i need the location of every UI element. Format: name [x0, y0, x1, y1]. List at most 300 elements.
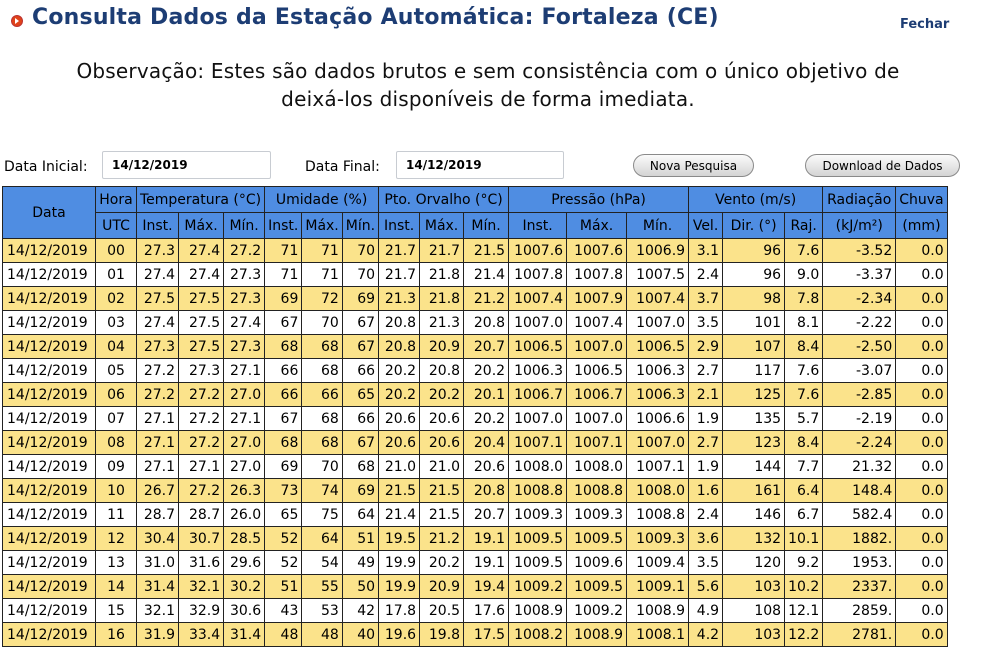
cell-vento-vel: 3.5: [689, 311, 723, 335]
cell-vento-vel: 3.5: [689, 551, 723, 575]
sub-header: Máx.: [302, 213, 342, 239]
cell-vento-raj: 8.4: [785, 335, 823, 359]
cell-umid-inst: 69: [265, 455, 302, 479]
sub-header: Dir. (°): [723, 213, 785, 239]
cell-umid-min: 40: [342, 623, 378, 647]
cell-orv-min: 17.6: [464, 599, 509, 623]
cell-temp-inst: 28.7: [137, 503, 179, 527]
cell-orv-inst: 20.8: [379, 335, 420, 359]
cell-temp-max: 27.5: [179, 287, 224, 311]
cell-vento-dir: 103: [723, 623, 785, 647]
cell-pres-inst: 1006.7: [509, 383, 567, 407]
cell-vento-vel: 5.6: [689, 575, 723, 599]
cell-orv-inst: 19.6: [379, 623, 420, 647]
cell-vento-vel: 4.2: [689, 623, 723, 647]
cell-orv-max: 21.3: [420, 311, 464, 335]
cell-hour: 04: [96, 335, 137, 359]
cell-temp-inst: 27.2: [137, 383, 179, 407]
cell-radiacao: 2337.: [823, 575, 896, 599]
cell-umid-min: 69: [342, 287, 378, 311]
sub-header: Mín.: [464, 213, 509, 239]
cell-umid-min: 70: [342, 263, 378, 287]
cell-orv-inst: 21.7: [379, 239, 420, 263]
table-row: [3, 335, 948, 359]
cell-hour: 05: [96, 359, 137, 383]
cell-umid-inst: 68: [265, 431, 302, 455]
cell-pres-min: 1006.5: [627, 335, 689, 359]
cell-pres-min: 1008.9: [627, 599, 689, 623]
cell-umid-inst: 51: [265, 575, 302, 599]
cell-umid-min: 66: [342, 407, 378, 431]
cell-radiacao: -3.52: [823, 239, 896, 263]
cell-umid-inst: 48: [265, 623, 302, 647]
table-row: [3, 479, 948, 503]
cell-umid-max: 74: [302, 479, 342, 503]
cell-chuva: 0.0: [896, 407, 947, 431]
cell-umid-inst: 68: [265, 335, 302, 359]
cell-orv-inst: 21.3: [379, 287, 420, 311]
cell-pres-min: 1009.1: [627, 575, 689, 599]
cell-umid-max: 70: [302, 455, 342, 479]
cell-umid-min: 69: [342, 479, 378, 503]
cell-orv-max: 20.6: [420, 407, 464, 431]
cell-temp-max: 31.6: [179, 551, 224, 575]
col-orvalho-header: Pto. Orvalho (°C): [379, 187, 509, 213]
cell-temp-max: 27.2: [179, 479, 224, 503]
cell-orv-min: 21.4: [464, 263, 509, 287]
cell-vento-vel: 3.6: [689, 527, 723, 551]
header: [0, 0, 1008, 44]
cell-umid-max: 71: [302, 263, 342, 287]
cell-hour: 13: [96, 551, 137, 575]
cell-umid-min: 65: [342, 383, 378, 407]
notice-line-2: deixá-los disponíveis de forma imediata.: [281, 87, 695, 111]
cell-date: 14/12/2019: [3, 527, 96, 551]
cell-pres-inst: 1007.4: [509, 287, 567, 311]
cell-vento-dir: 117: [723, 359, 785, 383]
sub-header: Inst.: [509, 213, 567, 239]
cell-orv-inst: 21.4: [379, 503, 420, 527]
cell-umid-max: 71: [302, 239, 342, 263]
cell-temp-min: 26.3: [224, 479, 265, 503]
cell-vento-raj: 9.2: [785, 551, 823, 575]
cell-umid-min: 67: [342, 311, 378, 335]
cell-orv-min: 20.2: [464, 407, 509, 431]
cell-umid-max: 75: [302, 503, 342, 527]
cell-umid-min: 42: [342, 599, 378, 623]
cell-pres-min: 1006.3: [627, 383, 689, 407]
cell-umid-max: 66: [302, 383, 342, 407]
cell-vento-vel: 2.9: [689, 335, 723, 359]
cell-vento-dir: 108: [723, 599, 785, 623]
notice-line-1: Observação: Estes são dados brutos e sem consistência com o único objetivo de: [76, 59, 900, 83]
cell-pres-inst: 1009.2: [509, 575, 567, 599]
cell-vento-dir: 123: [723, 431, 785, 455]
cell-radiacao: -2.85: [823, 383, 896, 407]
cell-vento-raj: 7.6: [785, 383, 823, 407]
cell-date: 14/12/2019: [3, 599, 96, 623]
cell-temp-min: 30.6: [224, 599, 265, 623]
cell-pres-inst: 1007.6: [509, 239, 567, 263]
cell-pres-max: 1009.6: [567, 551, 627, 575]
cell-vento-dir: 161: [723, 479, 785, 503]
cell-date: 14/12/2019: [3, 551, 96, 575]
cell-pres-max: 1008.8: [567, 479, 627, 503]
cell-umid-min: 67: [342, 335, 378, 359]
cell-vento-raj: 10.2: [785, 575, 823, 599]
cell-temp-inst: 27.1: [137, 407, 179, 431]
cell-pres-max: 1009.3: [567, 503, 627, 527]
cell-date: 14/12/2019: [3, 503, 96, 527]
cell-temp-min: 29.6: [224, 551, 265, 575]
cell-pres-min: 1007.1: [627, 455, 689, 479]
cell-orv-max: 21.5: [420, 503, 464, 527]
cell-hour: 03: [96, 311, 137, 335]
cell-hour: 10: [96, 479, 137, 503]
cell-orv-min: 20.2: [464, 359, 509, 383]
cell-chuva: 0.0: [896, 383, 947, 407]
cell-umid-inst: 65: [265, 503, 302, 527]
sub-header: UTC: [96, 213, 137, 239]
cell-umid-min: 68: [342, 455, 378, 479]
col-hora-header: Hora: [96, 187, 137, 213]
cell-temp-min: 26.0: [224, 503, 265, 527]
cell-pres-inst: 1009.3: [509, 503, 567, 527]
cell-umid-min: 49: [342, 551, 378, 575]
cell-umid-max: 68: [302, 407, 342, 431]
cell-umid-inst: 71: [265, 263, 302, 287]
cell-vento-vel: 2.4: [689, 263, 723, 287]
cell-temp-min: 27.3: [224, 287, 265, 311]
end-date-input[interactable]: [396, 151, 564, 179]
cell-temp-max: 27.4: [179, 239, 224, 263]
cell-umid-inst: 67: [265, 311, 302, 335]
cell-orv-max: 21.0: [420, 455, 464, 479]
cell-vento-vel: 4.9: [689, 599, 723, 623]
cell-pres-max: 1007.4: [567, 311, 627, 335]
cell-orv-inst: 20.6: [379, 407, 420, 431]
cell-umid-min: 64: [342, 503, 378, 527]
cell-chuva: 0.0: [896, 263, 947, 287]
table-row: [3, 599, 948, 623]
cell-orv-inst: 21.0: [379, 455, 420, 479]
cell-hour: 14: [96, 575, 137, 599]
table-row: [3, 527, 948, 551]
cell-umid-min: 66: [342, 359, 378, 383]
sub-header: Inst.: [137, 213, 179, 239]
cell-umid-max: 54: [302, 551, 342, 575]
cell-pres-min: 1009.3: [627, 527, 689, 551]
cell-pres-min: 1006.3: [627, 359, 689, 383]
cell-orv-inst: 19.9: [379, 575, 420, 599]
cell-umid-min: 70: [342, 239, 378, 263]
notice: [0, 57, 976, 113]
cell-orv-min: 17.5: [464, 623, 509, 647]
cell-pres-min: 1006.9: [627, 239, 689, 263]
cell-temp-max: 32.1: [179, 575, 224, 599]
cell-vento-dir: 107: [723, 335, 785, 359]
table-row: [3, 359, 948, 383]
table-row: [3, 239, 948, 263]
cell-pres-max: 1007.0: [567, 335, 627, 359]
col-umidade-header: Umidade (%): [265, 187, 379, 213]
cell-orv-inst: 21.7: [379, 263, 420, 287]
cell-umid-inst: 73: [265, 479, 302, 503]
cell-vento-raj: 5.7: [785, 407, 823, 431]
cell-chuva: 0.0: [896, 335, 947, 359]
cell-temp-max: 27.2: [179, 383, 224, 407]
cell-umid-min: 67: [342, 431, 378, 455]
cell-pres-max: 1009.5: [567, 527, 627, 551]
cell-radiacao: 148.4: [823, 479, 896, 503]
col-pressao-header: Pressão (hPa): [509, 187, 689, 213]
cell-orv-max: 19.8: [420, 623, 464, 647]
sub-header: Inst.: [379, 213, 420, 239]
cell-umid-max: 55: [302, 575, 342, 599]
cell-vento-raj: 6.7: [785, 503, 823, 527]
cell-vento-dir: 120: [723, 551, 785, 575]
table-row: [3, 503, 948, 527]
table-row: [3, 263, 948, 287]
cell-chuva: 0.0: [896, 575, 947, 599]
close-link[interactable]: Fechar: [900, 17, 950, 32]
col-radiacao-header: Radiação: [823, 187, 896, 213]
cell-umid-inst: 66: [265, 359, 302, 383]
cell-chuva: 0.0: [896, 527, 947, 551]
cell-orv-max: 20.9: [420, 575, 464, 599]
cell-vento-dir: 144: [723, 455, 785, 479]
cell-hour: 07: [96, 407, 137, 431]
cell-chuva: 0.0: [896, 239, 947, 263]
cell-temp-min: 27.0: [224, 431, 265, 455]
cell-orv-max: 20.2: [420, 383, 464, 407]
cell-radiacao: -2.22: [823, 311, 896, 335]
cell-temp-min: 30.2: [224, 575, 265, 599]
cell-vento-vel: 1.6: [689, 479, 723, 503]
cell-vento-vel: 2.7: [689, 359, 723, 383]
cell-pres-inst: 1008.8: [509, 479, 567, 503]
cell-temp-inst: 31.0: [137, 551, 179, 575]
sub-header: Máx.: [420, 213, 464, 239]
cell-temp-min: 27.2: [224, 239, 265, 263]
cell-pres-inst: 1007.8: [509, 263, 567, 287]
cell-chuva: 0.0: [896, 455, 947, 479]
cell-pres-inst: 1008.0: [509, 455, 567, 479]
cell-umid-inst: 71: [265, 239, 302, 263]
cell-orv-max: 21.7: [420, 239, 464, 263]
cell-orv-inst: 19.5: [379, 527, 420, 551]
cell-orv-inst: 20.8: [379, 311, 420, 335]
cell-vento-dir: 96: [723, 263, 785, 287]
cell-pres-min: 1008.0: [627, 479, 689, 503]
cell-vento-vel: 2.1: [689, 383, 723, 407]
download-data-button[interactable]: Download de Dados: [805, 154, 960, 177]
cell-umid-max: 68: [302, 431, 342, 455]
cell-radiacao: 21.32: [823, 455, 896, 479]
cell-vento-dir: 101: [723, 311, 785, 335]
cell-pres-min: 1007.4: [627, 287, 689, 311]
cell-orv-min: 19.1: [464, 551, 509, 575]
cell-radiacao: -2.24: [823, 431, 896, 455]
sub-header: (kJ/m²): [823, 213, 896, 239]
cell-umid-inst: 69: [265, 287, 302, 311]
end-date-label: Data Final:: [305, 159, 380, 175]
cell-vento-vel: 2.7: [689, 431, 723, 455]
cell-pres-min: 1007.5: [627, 263, 689, 287]
sub-header: Mín.: [342, 213, 378, 239]
cell-orv-inst: 20.6: [379, 431, 420, 455]
new-search-button[interactable]: Nova Pesquisa: [633, 154, 754, 177]
cell-date: 14/12/2019: [3, 479, 96, 503]
cell-vento-raj: 7.6: [785, 239, 823, 263]
cell-temp-inst: 27.4: [137, 263, 179, 287]
cell-temp-inst: 27.3: [137, 335, 179, 359]
table-row: [3, 311, 948, 335]
table-row: [3, 287, 948, 311]
cell-hour: 00: [96, 239, 137, 263]
cell-chuva: 0.0: [896, 431, 947, 455]
cell-chuva: 0.0: [896, 623, 947, 647]
cell-temp-inst: 27.3: [137, 239, 179, 263]
cell-radiacao: 582.4: [823, 503, 896, 527]
station-data-table: [2, 186, 948, 647]
cell-orv-min: 20.7: [464, 503, 509, 527]
cell-temp-inst: 27.2: [137, 359, 179, 383]
cell-temp-max: 27.2: [179, 431, 224, 455]
sub-header: Mín.: [627, 213, 689, 239]
cell-vento-raj: 10.1: [785, 527, 823, 551]
cell-temp-inst: 31.9: [137, 623, 179, 647]
cell-vento-vel: 1.9: [689, 455, 723, 479]
cell-vento-raj: 8.4: [785, 431, 823, 455]
cell-vento-vel: 3.1: [689, 239, 723, 263]
cell-orv-min: 20.1: [464, 383, 509, 407]
table-row: [3, 383, 948, 407]
cell-chuva: 0.0: [896, 359, 947, 383]
table-subheader-row: [3, 213, 948, 239]
cell-pres-min: 1008.1: [627, 623, 689, 647]
cell-vento-dir: 146: [723, 503, 785, 527]
cell-orv-max: 20.5: [420, 599, 464, 623]
cell-hour: 02: [96, 287, 137, 311]
cell-vento-raj: 6.4: [785, 479, 823, 503]
start-date-input[interactable]: [102, 151, 271, 179]
cell-temp-max: 32.9: [179, 599, 224, 623]
cell-vento-dir: 135: [723, 407, 785, 431]
cell-pres-max: 1009.2: [567, 599, 627, 623]
cell-orv-inst: 20.2: [379, 383, 420, 407]
cell-temp-max: 27.3: [179, 359, 224, 383]
sub-header: Vel.: [689, 213, 723, 239]
cell-vento-dir: 103: [723, 575, 785, 599]
cell-orv-min: 21.2: [464, 287, 509, 311]
cell-temp-max: 27.4: [179, 263, 224, 287]
cell-hour: 16: [96, 623, 137, 647]
cell-date: 14/12/2019: [3, 407, 96, 431]
sub-header: (mm): [896, 213, 947, 239]
cell-hour: 09: [96, 455, 137, 479]
cell-hour: 08: [96, 431, 137, 455]
cell-temp-max: 28.7: [179, 503, 224, 527]
table-row: [3, 455, 948, 479]
cell-umid-inst: 52: [265, 551, 302, 575]
cell-pres-max: 1006.5: [567, 359, 627, 383]
cell-pres-max: 1008.0: [567, 455, 627, 479]
cell-temp-min: 27.0: [224, 455, 265, 479]
cell-orv-inst: 19.9: [379, 551, 420, 575]
cell-umid-max: 68: [302, 359, 342, 383]
cell-umid-max: 48: [302, 623, 342, 647]
cell-pres-max: 1007.6: [567, 239, 627, 263]
cell-orv-max: 20.8: [420, 359, 464, 383]
cell-umid-max: 72: [302, 287, 342, 311]
cell-orv-inst: 20.2: [379, 359, 420, 383]
sub-header: Raj.: [785, 213, 823, 239]
cell-vento-dir: 132: [723, 527, 785, 551]
cell-vento-raj: 7.6: [785, 359, 823, 383]
cell-temp-inst: 27.4: [137, 311, 179, 335]
cell-orv-min: 21.5: [464, 239, 509, 263]
cell-umid-max: 53: [302, 599, 342, 623]
cell-pres-min: 1009.4: [627, 551, 689, 575]
cell-temp-min: 27.3: [224, 335, 265, 359]
cell-pres-inst: 1009.5: [509, 527, 567, 551]
cell-vento-raj: 12.1: [785, 599, 823, 623]
cell-temp-max: 27.1: [179, 455, 224, 479]
cell-pres-inst: 1007.1: [509, 431, 567, 455]
cell-chuva: 0.0: [896, 503, 947, 527]
cell-temp-inst: 27.5: [137, 287, 179, 311]
cell-temp-min: 27.1: [224, 407, 265, 431]
cell-umid-inst: 43: [265, 599, 302, 623]
cell-temp-max: 27.5: [179, 335, 224, 359]
table-body: [3, 239, 948, 647]
cell-pres-max: 1007.9: [567, 287, 627, 311]
cell-orv-max: 21.2: [420, 527, 464, 551]
cell-hour: 15: [96, 599, 137, 623]
cell-temp-min: 27.4: [224, 311, 265, 335]
cell-umid-max: 70: [302, 311, 342, 335]
cell-temp-min: 27.0: [224, 383, 265, 407]
cell-pres-min: 1008.8: [627, 503, 689, 527]
table-header-row: [3, 187, 948, 213]
cell-temp-inst: 27.1: [137, 431, 179, 455]
cell-umid-min: 50: [342, 575, 378, 599]
table-row: [3, 431, 948, 455]
cell-chuva: 0.0: [896, 287, 947, 311]
cell-temp-max: 30.7: [179, 527, 224, 551]
bullet-icon: [11, 15, 23, 27]
cell-temp-max: 33.4: [179, 623, 224, 647]
cell-radiacao: 1953.: [823, 551, 896, 575]
cell-temp-max: 27.2: [179, 407, 224, 431]
cell-temp-min: 27.3: [224, 263, 265, 287]
cell-pres-inst: 1007.0: [509, 407, 567, 431]
col-vento-header: Vento (m/s): [689, 187, 823, 213]
cell-date: 14/12/2019: [3, 263, 96, 287]
cell-orv-min: 20.7: [464, 335, 509, 359]
cell-hour: 12: [96, 527, 137, 551]
cell-radiacao: -2.34: [823, 287, 896, 311]
cell-orv-max: 21.8: [420, 287, 464, 311]
cell-umid-max: 68: [302, 335, 342, 359]
sub-header: Máx.: [567, 213, 627, 239]
cell-pres-inst: 1008.9: [509, 599, 567, 623]
cell-vento-raj: 7.8: [785, 287, 823, 311]
cell-date: 14/12/2019: [3, 431, 96, 455]
table-row: [3, 623, 948, 647]
cell-pres-min: 1007.0: [627, 431, 689, 455]
